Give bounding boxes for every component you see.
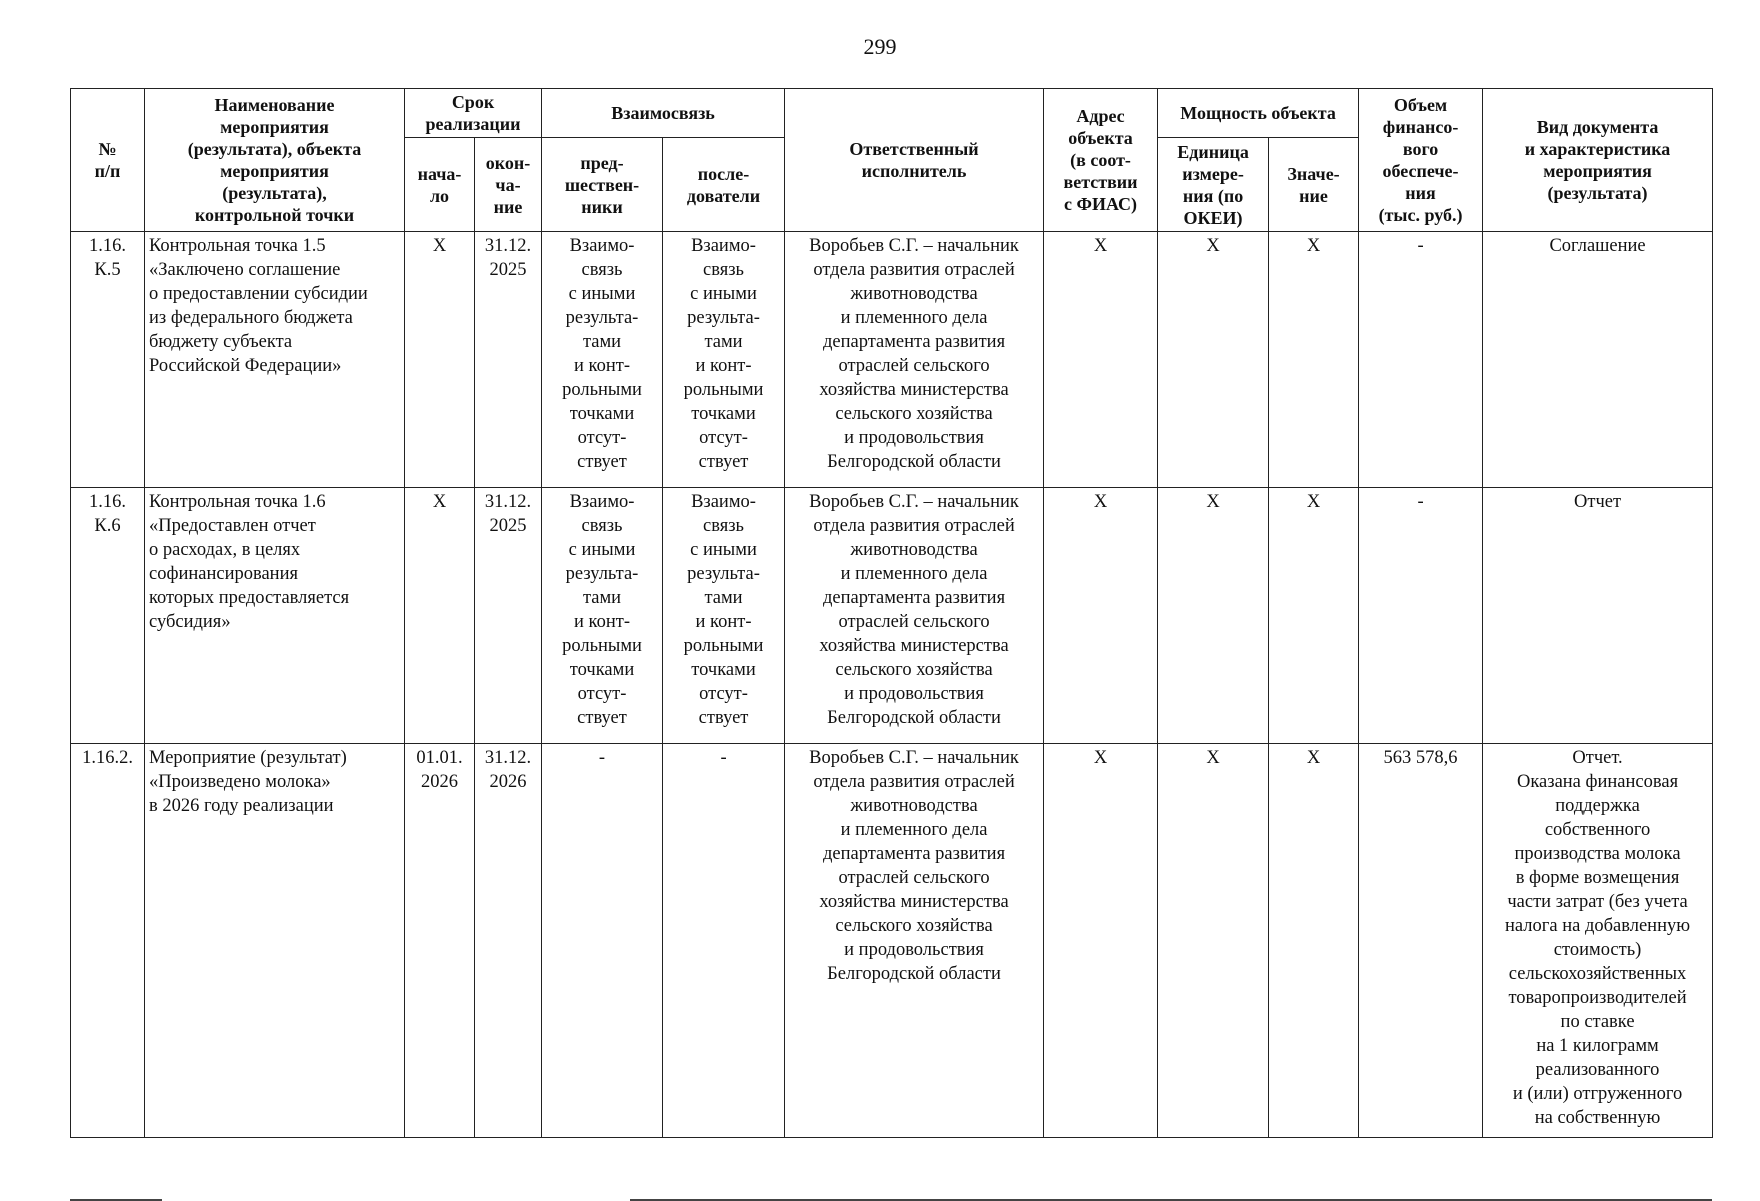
text-line: Адрес (1076, 106, 1125, 126)
text-line: налога на добавленную (1505, 916, 1691, 936)
text-line: и племенного дела (840, 820, 988, 840)
text-line: финансо- (1382, 117, 1459, 137)
text-line: реализации (425, 114, 521, 134)
text-line: 31.12. (484, 236, 532, 256)
text-line: Контрольная точка 1.5 (149, 236, 326, 256)
text-line: Наименование (214, 95, 335, 115)
text-line: дователи (686, 185, 761, 206)
text-line: Мероприятие (результат) (149, 748, 347, 768)
text-line: после- (697, 163, 750, 184)
text-line: отдела развития отраслей (813, 516, 1015, 536)
text-line: и племенного дела (840, 564, 988, 584)
text-line: товаропроизводителей (1508, 988, 1687, 1008)
text-line: нача- (417, 163, 462, 184)
text-line: отраслей сельского (838, 356, 990, 376)
row-end (475, 232, 542, 488)
row-address: Х (1044, 488, 1158, 744)
text-line: К.5 (94, 260, 121, 280)
row-finance: - (1359, 232, 1483, 488)
text-line: Ответственный (849, 139, 979, 159)
text-line: реализованного (1535, 1060, 1660, 1080)
row-num (71, 744, 145, 1138)
row-start (405, 744, 475, 1138)
text-line: бюджету субъекта (149, 332, 293, 352)
header-term (405, 89, 542, 138)
text-line: департамента развития (822, 332, 1006, 352)
text-line: с иными (690, 540, 757, 560)
text-line: Воробьев С.Г. – начальник (809, 748, 1019, 768)
text-line: тами (704, 332, 743, 352)
header-predecessors (542, 138, 663, 232)
row-value: Х (1269, 232, 1359, 488)
text-line: (результата) (1547, 183, 1648, 203)
row-unit: Х (1158, 232, 1269, 488)
text-line: и племенного дела (840, 308, 988, 328)
text-line: и конт- (695, 356, 752, 376)
row-value: Х (1269, 488, 1359, 744)
text-line: ОКЕИ) (1183, 207, 1243, 228)
header-unit (1158, 138, 1269, 232)
text-line: с ФИАС) (1064, 194, 1138, 214)
table-row (71, 744, 1713, 1138)
text-line: «Заключено соглашение (149, 260, 341, 280)
text-line: связь (703, 516, 744, 536)
row-responsible (785, 488, 1044, 744)
text-line: связь (581, 260, 623, 280)
text-line: Единица (1177, 141, 1249, 162)
text-line: Российской Федерации» (149, 356, 342, 376)
header-name (145, 89, 405, 232)
row-successors (663, 488, 785, 744)
header-term-end (475, 138, 542, 232)
text-line: отраслей сельского (838, 868, 990, 888)
row-successors (663, 232, 785, 488)
text-line: Отчет. (1572, 748, 1623, 768)
text-line: - (720, 748, 727, 768)
text-line: сельскохозяйственных (1508, 964, 1687, 984)
text-line: и продовольствия (844, 940, 984, 960)
text-line: (в соот- (1070, 150, 1131, 170)
header-term-start (405, 138, 475, 232)
row-predecessors (542, 744, 663, 1138)
header-relation: Взаимосвязь (542, 89, 785, 138)
header-num (71, 89, 145, 232)
text-line: и конт- (574, 612, 630, 632)
text-line: тами (704, 588, 743, 608)
row-unit: Х (1158, 744, 1269, 1138)
row-end (475, 744, 542, 1138)
text-line: субсидия» (149, 612, 231, 632)
text-line: на 1 килограмм (1536, 1036, 1659, 1056)
text-line: «Произведено молока» (149, 772, 331, 792)
text-line: отраслей сельского (838, 612, 990, 632)
text-line: и продовольствия (844, 428, 984, 448)
text-line: стоимость) (1553, 940, 1642, 960)
header-successors (663, 138, 785, 232)
text-line: в форме возмещения (1515, 868, 1680, 888)
text-line: рольными (683, 380, 764, 400)
text-line: хозяйства министерства (819, 892, 1009, 912)
text-line: (результата), (222, 183, 327, 203)
text-line: из федерального бюджета (149, 308, 353, 328)
text-line: объекта (1068, 128, 1133, 148)
text-line: результа- (565, 564, 639, 584)
text-line: Белгородской области (827, 964, 1001, 984)
text-line: рольными (562, 636, 642, 656)
text-line: 1.16. (89, 492, 126, 512)
text-line: п/п (94, 161, 121, 181)
text-line: ствует (577, 708, 627, 728)
text-line: вого (1402, 139, 1439, 159)
text-line: и конт- (574, 356, 630, 376)
row-start: Х (405, 488, 475, 744)
text-line: животноводства (850, 284, 978, 304)
text-line: части затрат (без учета (1507, 892, 1688, 912)
text-line: собственного (1544, 820, 1651, 840)
row-address: Х (1044, 744, 1158, 1138)
text-line: и характеристика (1524, 139, 1671, 159)
text-line: хозяйства министерства (819, 380, 1009, 400)
header-finance (1359, 89, 1483, 232)
text-line: связь (581, 516, 623, 536)
text-line: софинансирования (149, 564, 298, 584)
text-line: ло (429, 185, 450, 206)
text-line: ча- (495, 174, 521, 195)
text-line: исполнитель (861, 161, 967, 181)
text-line: Отчет (1574, 492, 1622, 512)
text-line: 2026 (421, 772, 458, 792)
text-line: отсут- (577, 684, 627, 704)
row-finance: 563 578,6 (1359, 744, 1483, 1138)
text-line: ния (1405, 183, 1436, 203)
text-line: связь (703, 260, 744, 280)
text-line: (результата), объекта (187, 139, 362, 159)
row-doc-type (1483, 232, 1713, 488)
text-line: К.6 (94, 516, 121, 536)
text-line: Взаимо- (569, 492, 635, 512)
row-responsible (785, 744, 1044, 1138)
row-unit: Х (1158, 488, 1269, 744)
text-line: рольными (683, 636, 764, 656)
text-line: 31.12. (484, 492, 532, 512)
table-row (71, 488, 1713, 744)
text-line: результа- (687, 564, 760, 584)
text-line: департамента развития (822, 588, 1006, 608)
row-finance: - (1359, 488, 1483, 744)
text-line: с иными (690, 284, 757, 304)
text-line: 2025 (489, 516, 527, 536)
text-line: 2026 (489, 772, 527, 792)
text-line: Взаимо- (691, 236, 756, 256)
page-number: 299 (863, 34, 897, 59)
text-line: - (598, 748, 606, 768)
text-line: сельского хозяйства (835, 916, 993, 936)
header-capacity: Мощность объекта (1158, 89, 1359, 138)
text-line: ветствии (1063, 172, 1138, 192)
text-line: № (98, 139, 117, 159)
header-responsible (785, 89, 1044, 232)
text-line: Воробьев С.Г. – начальник (809, 492, 1019, 512)
text-line: департамента развития (822, 844, 1006, 864)
text-line: измере- (1182, 163, 1244, 184)
text-line: Взаимо- (691, 492, 756, 512)
text-line: мероприятия (220, 117, 329, 137)
text-line: которых предоставляется (149, 588, 350, 608)
text-line: 2025 (489, 260, 527, 280)
text-line: с иными (568, 284, 636, 304)
text-line: в 2026 году реализации (149, 796, 334, 816)
text-line: точками (569, 404, 635, 424)
text-line: отсут- (699, 684, 748, 704)
text-line: точками (691, 660, 756, 680)
text-line: ствует (698, 708, 749, 728)
text-line: Контрольная точка 1.6 (149, 492, 326, 512)
row-responsible (785, 232, 1044, 488)
text-line: отдела развития отраслей (813, 260, 1015, 280)
row-predecessors (542, 488, 663, 744)
row-name (145, 744, 405, 1138)
text-line: Вид документа (1536, 117, 1659, 137)
text-line: с иными (568, 540, 636, 560)
text-line: сельского хозяйства (835, 660, 993, 680)
text-line: Белгородской области (827, 452, 1001, 472)
text-line: «Предоставлен отчет (149, 516, 316, 536)
text-line: и (или) отгруженного (1512, 1084, 1683, 1104)
text-line: контрольной точки (194, 205, 355, 225)
text-line: производства молока (1514, 844, 1681, 864)
row-successors (663, 744, 785, 1138)
header-doc-type (1483, 89, 1713, 232)
text-line: окон- (485, 152, 531, 173)
measures-table (70, 88, 1713, 1138)
text-line: ния (по (1182, 185, 1244, 206)
text-line: отсут- (699, 428, 748, 448)
text-line: отдела развития отраслей (813, 772, 1015, 792)
row-start: Х (405, 232, 475, 488)
text-line: ние (1299, 185, 1328, 206)
text-line: Взаимо- (569, 236, 635, 256)
text-line: и продовольствия (844, 684, 984, 704)
text-line: Оказана финансовая (1516, 772, 1679, 792)
text-line: хозяйства министерства (819, 636, 1009, 656)
text-line: обеспече- (1382, 161, 1459, 181)
text-line: мероприятия (1543, 161, 1652, 181)
text-line: точками (691, 404, 756, 424)
text-line: (тыс. руб.) (1378, 205, 1463, 225)
row-name (145, 232, 405, 488)
text-line: о расходах, в целях (149, 540, 301, 560)
text-line: Значе- (1287, 163, 1340, 184)
text-line: Срок (451, 92, 495, 112)
row-end (475, 488, 542, 744)
text-line: животноводства (850, 540, 978, 560)
text-line: Белгородской области (827, 708, 1001, 728)
text-line: по ставке (1560, 1012, 1635, 1032)
table-row (71, 232, 1713, 488)
row-num (71, 232, 145, 488)
text-line: результа- (687, 308, 760, 328)
row-predecessors (542, 232, 663, 488)
text-line: рольными (562, 380, 642, 400)
text-line: результа- (565, 308, 639, 328)
text-line: ствует (577, 452, 627, 472)
header-value (1269, 138, 1359, 232)
text-line: отсут- (577, 428, 627, 448)
row-address: Х (1044, 232, 1158, 488)
text-line: поддержка (1555, 796, 1640, 816)
text-line: точками (569, 660, 635, 680)
text-line: Соглашение (1549, 236, 1646, 256)
text-line: 1.16.2. (82, 748, 133, 768)
text-line: тами (582, 332, 622, 352)
header-address (1044, 89, 1158, 232)
text-line: ствует (698, 452, 749, 472)
text-line: 1.16. (89, 236, 126, 256)
row-num (71, 488, 145, 744)
text-line: ники (581, 196, 623, 217)
row-value: Х (1269, 744, 1359, 1138)
text-line: тами (582, 588, 622, 608)
text-line: пред- (580, 152, 624, 173)
text-line: на собственную (1534, 1108, 1661, 1128)
row-name (145, 488, 405, 744)
text-line: мероприятия (220, 161, 329, 181)
text-line: 31.12. (484, 748, 532, 768)
text-line: и конт- (695, 612, 752, 632)
text-line: Воробьев С.Г. – начальник (809, 236, 1019, 256)
text-line: ние (493, 196, 523, 217)
text-line: сельского хозяйства (835, 404, 993, 424)
text-line: Объем (1393, 95, 1448, 115)
row-doc-type (1483, 488, 1713, 744)
row-doc-type (1483, 744, 1713, 1138)
text-line: 01.01. (416, 748, 463, 768)
text-line: о предоставлении субсидии (149, 284, 368, 304)
text-line: шествен- (564, 174, 640, 195)
text-line: животноводства (850, 796, 978, 816)
